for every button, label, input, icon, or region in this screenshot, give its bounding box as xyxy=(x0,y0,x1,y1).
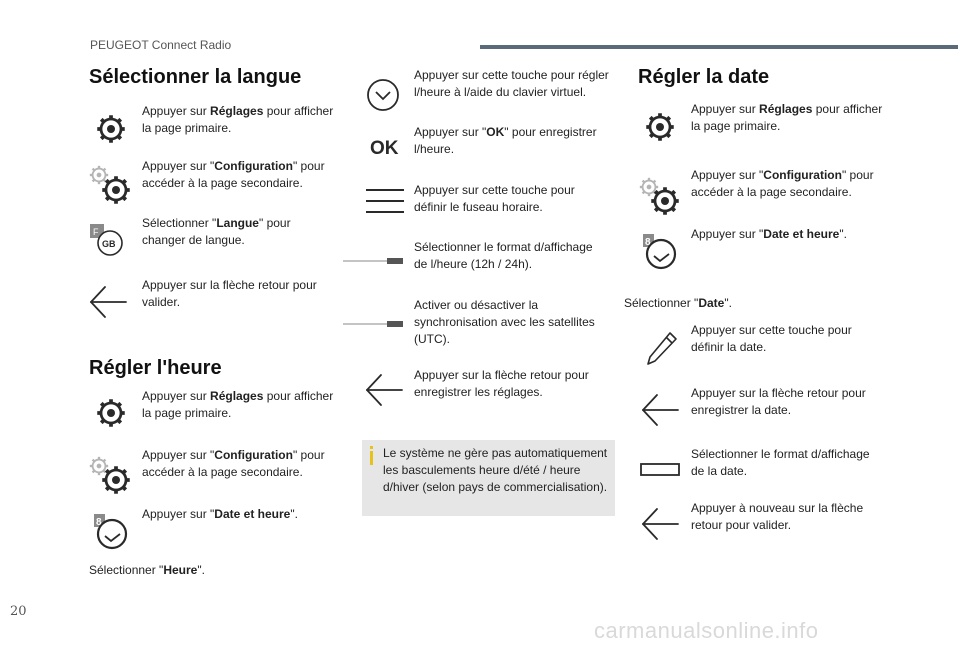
toggle-slider-icon xyxy=(343,257,403,265)
step-text: Sélectionner le format d/affichage de la date. xyxy=(691,447,870,478)
watermark: carmanualsonline.info xyxy=(594,618,819,643)
toggle-slider-icon xyxy=(343,320,403,328)
clock-badge-number: 8 xyxy=(645,237,651,248)
info-text: Le système ne gère pas automatiquement les basculements heure d/été / heure d/hiver (selon pays de commercialisation). xyxy=(383,446,608,494)
select-date-text: Sélectionner "Date". xyxy=(624,296,732,310)
settings-gear-icon xyxy=(645,112,675,142)
language-badge-top: F xyxy=(93,227,99,237)
step-text: Appuyer sur "Date et heure". xyxy=(142,507,298,521)
section-title-language: Sélectionner la langue xyxy=(89,66,302,88)
step-text: Appuyer sur cette touche pour régler l/heure à l/aide du clavier virtuel. xyxy=(414,68,609,99)
step-text: Appuyer sur "Configuration" pour accéder à la page secondaire. xyxy=(691,168,874,199)
step-text: Activer ou désactiver la synchronisation avec les satellites (UTC). xyxy=(414,298,595,346)
step-text: Appuyer sur "Configuration" pour accéder à la page secondaire. xyxy=(142,448,325,479)
language-flag-icon xyxy=(90,224,126,260)
step-text: Sélectionner "Langue" pour changer de langue. xyxy=(142,216,291,247)
step-text: Appuyer sur la flèche retour pour enregistrer les réglages. xyxy=(414,368,589,399)
info-box xyxy=(362,440,615,516)
step-text: Appuyer sur cette touche pour définir le fuseau horaire. xyxy=(414,183,575,214)
ok-icon: OK xyxy=(370,138,399,159)
clock-badge-number: 8 xyxy=(96,517,102,528)
step-text: Appuyer sur "OK" pour enregistrer l/heure. xyxy=(414,125,597,156)
step-text: Appuyer sur cette touche pour définir la date. xyxy=(691,323,852,354)
step-text: Appuyer sur Réglages pour afficher la page primaire. xyxy=(691,102,883,133)
settings-gear-icon xyxy=(96,114,126,144)
configuration-gear-icon xyxy=(101,465,131,495)
chevron-down-icon xyxy=(366,78,400,112)
page-number: 20 xyxy=(10,604,27,619)
step-text: Appuyer sur la flèche retour pour enregistrer la date. xyxy=(691,386,866,417)
pencil-icon xyxy=(646,331,678,367)
menu-icon xyxy=(366,188,404,214)
section-title-date: Régler la date xyxy=(638,66,770,88)
date-format-bar-icon xyxy=(640,463,680,477)
configuration-gear-icon xyxy=(650,186,680,216)
step-text: Sélectionner le format d/affichage de l/heure (12h / 24h). xyxy=(414,240,593,271)
select-hour-text: Sélectionner "Heure". xyxy=(89,563,205,577)
date-time-clock-icon xyxy=(642,234,678,270)
settings-gear-icon xyxy=(96,398,126,428)
info-icon-bar xyxy=(370,451,373,465)
step-text: Appuyer sur la flèche retour pour valider. xyxy=(142,278,317,309)
step-text: Appuyer sur Réglages pour afficher la page primaire. xyxy=(142,104,334,135)
date-time-clock-icon xyxy=(93,514,129,550)
language-badge-bottom: GB xyxy=(102,239,116,249)
header-title: PEUGEOT Connect Radio xyxy=(90,38,232,52)
step-text: Appuyer sur Réglages pour afficher la page primaire. xyxy=(142,389,334,420)
header-rule xyxy=(480,45,958,49)
back-arrow-icon xyxy=(364,372,404,408)
info-icon xyxy=(370,446,373,449)
configuration-gear-icon xyxy=(101,175,131,205)
step-text: Appuyer à nouveau sur la flèche retour pour valider. xyxy=(691,501,864,532)
step-text: Appuyer sur "Date et heure". xyxy=(691,227,847,241)
back-arrow-icon xyxy=(640,506,680,542)
step-text: Appuyer sur "Configuration" pour accéder à la page secondaire. xyxy=(142,159,325,190)
section-title-time: Régler l'heure xyxy=(89,357,222,379)
back-arrow-icon xyxy=(640,392,680,428)
back-arrow-icon xyxy=(88,284,128,320)
